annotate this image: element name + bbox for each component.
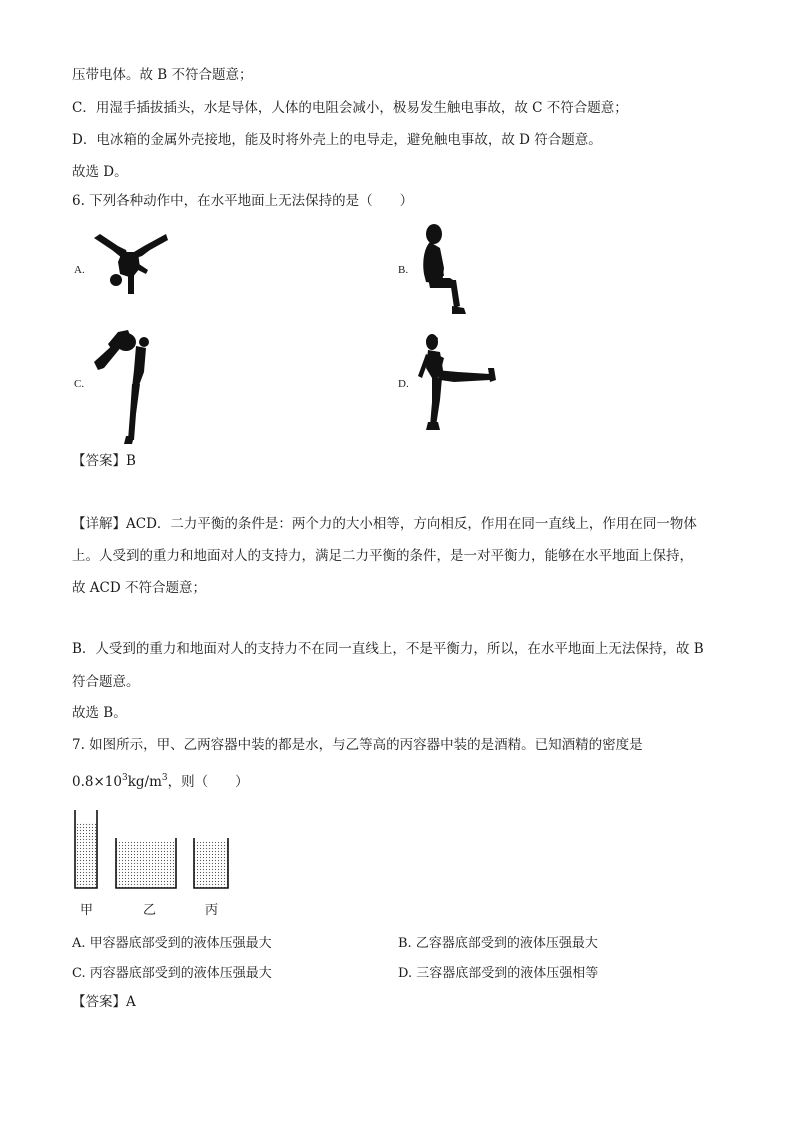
detail-paragraph-line: 上。人受到的重力和地面对人的支持力，满足二力平衡的条件，是一对平衡力，能够在水平地面上保持，: [72, 548, 693, 564]
question-6-stem: 6. 下列各种动作中，在水平地面上无法保持的是（ ）: [72, 193, 414, 209]
text-line: C．用湿手插拔插头，水是导体，人体的电阻会减小，极易发生触电事故，故 C 不符合题意；: [72, 100, 628, 116]
choice-b: B. 乙容器底部受到的液体压强最大: [398, 936, 598, 951]
detail-paragraph-line: B．人受到的重力和地面对人的支持力不在同一直线上，不是平衡力，所以，在水平地面上无法保持，故 B: [72, 641, 704, 657]
container-jia: [75, 810, 97, 888]
container-label-yi: 乙: [143, 903, 157, 918]
option-c-label: C.: [74, 378, 85, 390]
question-7-stem: 7. 如图所示，甲、乙两容器中装的都是水，与乙等高的丙容器中装的是酒精。已知酒精的密度是: [72, 737, 643, 753]
answer-value: B: [126, 453, 136, 469]
detail-paragraph-line: 故 ACD 不符合题意；: [72, 580, 206, 596]
text-line: 压带电体。故 B 不符合题意；: [72, 67, 253, 83]
choice-d: D. 三容器底部受到的液体压强相等: [398, 966, 599, 981]
breakdance-silhouette-figure: [92, 228, 170, 296]
containers-diagram: [70, 808, 240, 894]
sitting-person-silhouette-figure: [420, 222, 470, 316]
option-b-label: B.: [398, 264, 409, 276]
detail-paragraph-line: 【详解】ACD．二力平衡的条件是：两个力的大小相等，方向相反，作用在同一直线上，作用在同一物体: [72, 516, 697, 532]
choice-a: A. 甲容器底部受到的液体压强最大: [72, 936, 272, 951]
detail-paragraph-line: 符合题意。: [72, 674, 140, 690]
gymnast-silhouette-figure: [92, 326, 156, 444]
text-line: D．电冰箱的金属外壳接地，能及时将外壳上的电导走，避免触电事故，故 D 符合题意。: [72, 132, 602, 148]
detail-paragraph-line: 故选 B。: [72, 705, 127, 721]
container-bing: [194, 838, 228, 888]
option-d-label: D.: [398, 378, 409, 390]
container-yi: [116, 838, 176, 888]
answer-tag: 【答案】: [72, 453, 126, 469]
answer-tag: 【答案】: [72, 994, 126, 1010]
container-label-bing: 丙: [205, 903, 219, 918]
density-expression: $0.8\times 10^3kg/m^3$，则（ ）: [72, 773, 249, 790]
option-a-label: A.: [74, 264, 85, 276]
detail-tag: 【详解】: [72, 516, 126, 532]
container-label-jia: 甲: [80, 903, 94, 918]
text-line: 故选 D。: [72, 164, 128, 180]
choice-c: C. 丙容器底部受到的液体压强最大: [72, 966, 272, 981]
answer-7: [72, 993, 136, 1011]
kicking-woman-silhouette-figure: [418, 332, 498, 432]
answer-value: A: [126, 994, 136, 1010]
answer-6: [72, 452, 136, 470]
